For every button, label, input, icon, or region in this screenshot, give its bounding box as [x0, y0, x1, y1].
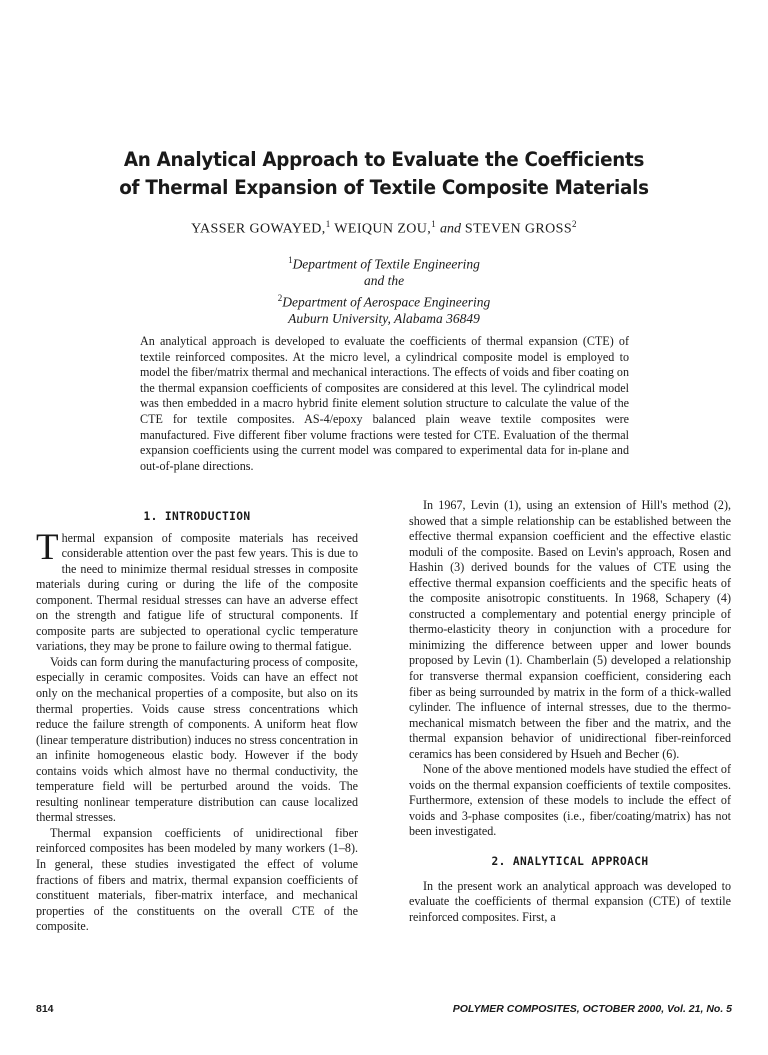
affiliation-marker: 1 — [431, 219, 437, 229]
journal-citation: POLYMER COMPOSITES, OCTOBER 2000, Vol. 21, No. 5 — [452, 1003, 732, 1015]
affiliation-marker: 2 — [277, 292, 283, 303]
affiliation-marker: 2 — [572, 219, 577, 229]
drop-cap: T — [36, 526, 59, 568]
approach-paragraph-1: In the present work an analytical approach was developed to evaluate the coefficients of thermal expansion (CTE) of textile reinforced composites. First, a — [409, 878, 731, 924]
right-column — [409, 498, 731, 925]
intro-paragraph-3: Thermal expansion coefficients of unidirectional fiber reinforced composites has been modeled by many workers (1–8). In general, these studies investigated the effect of volume fractions of fibers and matrix, thermal expansion coefficients of constituent materials, fiber-matrix interface, and mechanical properties of the constituents on the overall CTE of the composite. — [36, 825, 358, 934]
affiliation-marker: 1 — [288, 255, 293, 265]
intro-paragraph-2: Voids can form during the manufacturing process of composite, especially in ceramic composites. Voids can have an effect not only on the mechanical properties of a composite, but also on its thermal properties. Voids cause stress concentrations which reduce the failure strength of components. A uniform heat flow (linear temperature distribution) induces no stress concentration in an infinite homogeneous elastic body. However if the body contains voids which almost have no thermal conductivity, the temperature field will be perturbed around the voids. The resulting nonlinear temperature distribution can cause localized thermal stresses. — [36, 654, 358, 825]
author-name: WEIQUN ZOU, — [334, 221, 432, 237]
affiliations — [60, 252, 708, 327]
left-column — [36, 509, 358, 935]
section-heading: 2. ANALYTICAL APPROACH — [491, 855, 649, 869]
affiliation-marker: 1 — [325, 219, 331, 229]
intro-paragraph-1 — [36, 526, 358, 655]
title-line-1: An Analytical Approach to Evaluate the Coefficients — [123, 148, 645, 171]
paragraph-text: hermal expansion of composite materials has received considerable attention over the past few years. This is due to the need to minimize thermal residual stresses in composite materials during curing or during the life of the composite component. Thermal residual stresses can have an adverse effect on the strength and fatigue life of structural components. If composite parts are subjected to operational cyclic temperature variations, they may be prone to failure owing to thermal fatigue. — [36, 530, 358, 654]
affiliation-line: and the — [363, 273, 405, 288]
affiliation-line: Auburn University, Alabama 36849 — [288, 310, 480, 326]
author-conjunction: and — [440, 221, 462, 237]
body-paragraph-1: In 1967, Levin (1), using an extension of Hill's method (2), showed that a simple relationship can be established between the effective thermal expansion coefficient and the effective elastic moduli of the composite. Based on Levin's approach, Rosen and Hashin (3) derived bounds for the values of CTE using the effective thermal expansion coefficients and the specific heats of the composite anisotropic constituents. In 1968, Schapery (4) constructed a complementary and potential energy principle of thermo-elasticity theory in conjunction with a procedure for minimizing the difference between upper and lower bounds proposed by Levin (1). Chamberlain (5) developed a relationship for transverse thermal expansion coefficient, considering each fiber as being surrounded by matrix in the form of a thick-walled cylinder. The influence of internal stresses, due to the thermo-mechanical mismatch between the fiber and the matrix, and the thermal expansion behavior of unidirectional fiber-reinforced ceramics has been considered by Hsueh and Becher (6). — [409, 498, 731, 761]
affiliation-line: Department of Aerospace Engineering — [282, 294, 491, 309]
body-paragraph-2: None of the above mentioned models have studied the effect of voids on the thermal expansion coefficients of textile composites. Furthermore, extension of these models to include the effect of voids and 3-phase composites (i.e., fiber/coating/matrix) has not been investigated. — [409, 762, 731, 839]
paper-title — [79, 146, 688, 202]
title-line-2: of Thermal Expansion of Textile Composite Materials — [119, 176, 649, 199]
author-name: YASSER GOWAYED, — [191, 221, 326, 237]
author-name: STEVEN GROSS — [464, 221, 573, 237]
section-heading: 1. INTRODUCTION — [143, 510, 251, 523]
abstract: An analytical approach is developed to evaluate the coefficients of thermal expansion (CTE) of textile reinforced composites. At the micro level, a cylindrical composite model is employed to model the fiber/matrix thermal and mechanical interactions. The effects of voids and fiber coating on the thermal expansion coefficients of composites are considered at this level. The cylindrical model was then embedded in a macro hybrid finite element solution structure to calculate the value of the CTE for textile composites. AS-4/epoxy balanced plain weave textile composites were manufactured. Five different fiber volume fractions were tested for CTE. Evaluation of the thermal expansion coefficients using the current model was compared to experimental data for in-plane and out-of-plane directions. — [140, 334, 629, 473]
affiliation-line: Department of Textile Engineering — [292, 256, 480, 272]
page-number: 814 — [36, 1003, 54, 1015]
author-list — [60, 219, 708, 238]
